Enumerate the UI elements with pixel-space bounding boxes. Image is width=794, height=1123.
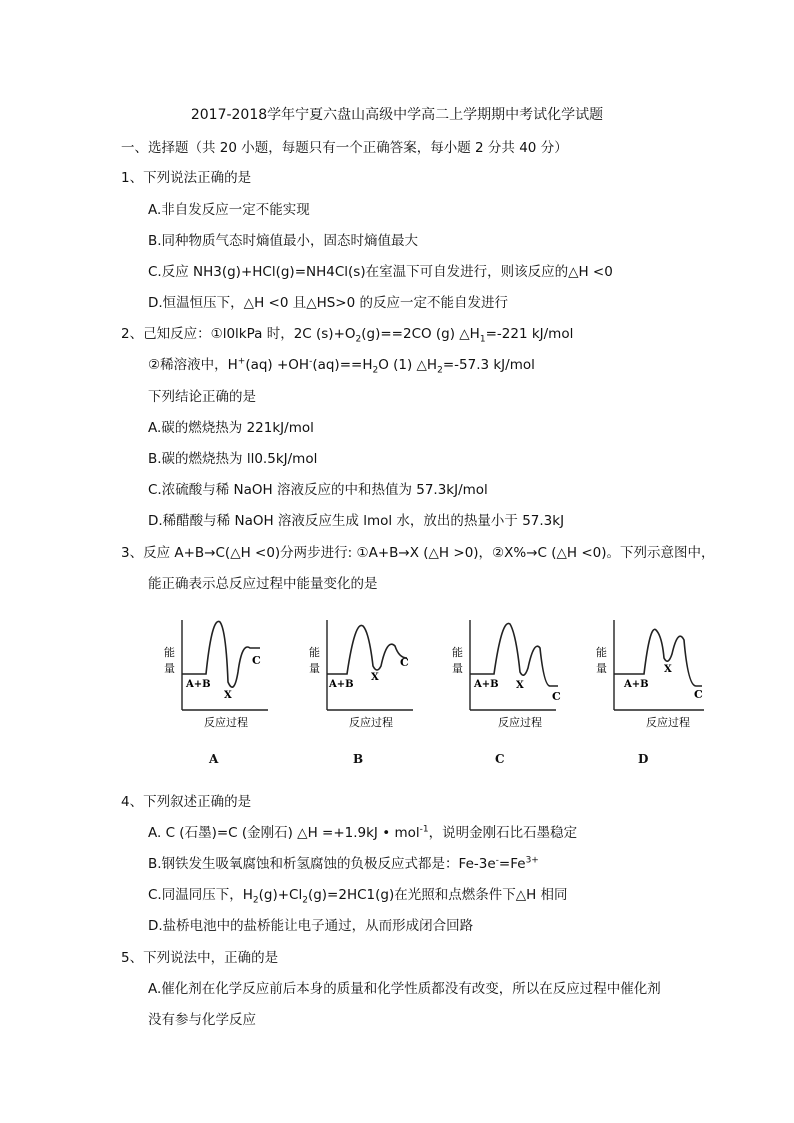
diagram-option-c: C [495,752,505,766]
y-label-2: 量 [452,662,463,675]
q1-stem: 1、下列说法正确的是 [121,170,252,186]
energy-diagram-c [448,612,563,737]
y-label-2: 量 [309,662,320,675]
q1-option-a: A.非自发反应一定不能实现 [148,202,310,218]
section-heading: 一、选择题（共 20 小题，每题只有一个正确答案，每小题 2 分共 40 分） [121,140,568,156]
q5-stem: 5、下列说法中，正确的是 [121,950,279,966]
x-label: 反应过程 [498,716,542,729]
q5-option-a-cont: 没有参与化学反应 [148,1012,256,1028]
y-label-2: 量 [596,662,607,675]
y-label-1: 能 [164,646,175,659]
y-label-1: 能 [596,646,607,659]
q2-option-b: B.碳的燃烧热为 ll0.5kJ/mol [148,451,318,467]
energy-diagram-d [592,612,712,737]
product-label: C [694,688,703,701]
diagram-option-b: B [353,752,364,766]
x-label: 反应过程 [349,716,393,729]
q4-option-b: B.钢铁发生吸氧腐蚀和析氢腐蚀的负极反应式都是：$Fe-3e^-=Fe^{3+}$ [148,855,539,872]
intermediate-label: X [664,664,672,675]
x-label: 反应过程 [204,716,248,729]
product-label: C [252,654,261,667]
product-label: C [400,656,409,669]
q5-option-a: A.催化剂在化学反应前后本身的质量和化学性质都没有改变，所以在反应过程中催化剂 [148,981,661,997]
q1-option-c: C.反应 NH3(g)+HCl(g)=NH4Cl(s)在室温下可自发进行，则该反应的△H <0 [148,264,613,280]
x-label: 反应过程 [646,716,690,729]
q2-option-c: C.浓硫酸与稀 NaOH 溶液反应的中和热值为 57.3kJ/mol [148,482,488,498]
reactant-label: A+B [329,679,354,690]
product-label: C [552,690,561,703]
page-title: 2017-2018学年宁夏六盘山高级中学高二上学期期中考试化学试题 [190,107,604,123]
y-label-1: 能 [452,646,463,659]
q2-option-d: D.稀醋酸与稀 NaOH 溶液反应生成 lmol 水，放出的热量小于 57.3kJ [148,513,565,529]
q3-stem-2: 能正确表示总反应过程中能量变化的是 [148,576,378,592]
q3-stem: 3、反应 A+B→C(△H <0)分两步进行: ①A+B→X (△H >0)，②X%→C (△H <0)。下列示意图中， [121,545,715,561]
reactant-label: A+B [624,679,649,690]
energy-diagram-b [305,612,420,737]
q2-ask: 下列结论正确的是 [148,389,256,405]
q2-option-a: A.碳的燃烧热为 221kJ/mol [148,420,314,436]
diagram-option-d: D [638,752,649,766]
y-label-1: 能 [309,646,320,659]
q1-option-b: B.同种物质气态时熵值最小，固态时熵值最大 [148,233,419,249]
energy-diagram-a [160,612,270,737]
y-label-2: 量 [164,662,175,675]
q4-option-d: D.盐桥电池中的盐桥能让电子通过，从而形成闭合回路 [148,918,474,934]
q1-option-d: D.恒温恒压下，△H <0 且△HS>0 的反应一定不能自发进行 [148,295,508,311]
q2-reaction-2: ②稀溶液中，$H^+(aq) +OH^-(aq)==H_2O$ (1) $\triangle H_2=-57.3$ kJ/mol [148,356,535,376]
reactant-label: A+B [474,679,499,690]
intermediate-label: X [516,680,524,691]
q4-option-a: A. C (石墨)=C (金刚石) △H =+1.9kJ • mol$^{-1}$，说明金刚石比石墨稳定 [148,824,578,841]
q4-stem: 4、下列叙述正确的是 [121,794,252,810]
q4-option-c: C.同温同压下，$H_2(g)+Cl_2(g)=2HC1(g)$在光照和点燃条件下△H 相同 [148,887,568,906]
diagram-option-a: A [209,752,219,766]
intermediate-label: X [224,690,232,701]
q2-stem: 2、己知反应：①l0lkPa 时，2C $(s)+O_2(g)==2CO$ (g) $\triangle H_1=-221$ kJ/mol [121,326,574,345]
intermediate-label: X [371,672,379,683]
reactant-label: A+B [186,679,211,690]
